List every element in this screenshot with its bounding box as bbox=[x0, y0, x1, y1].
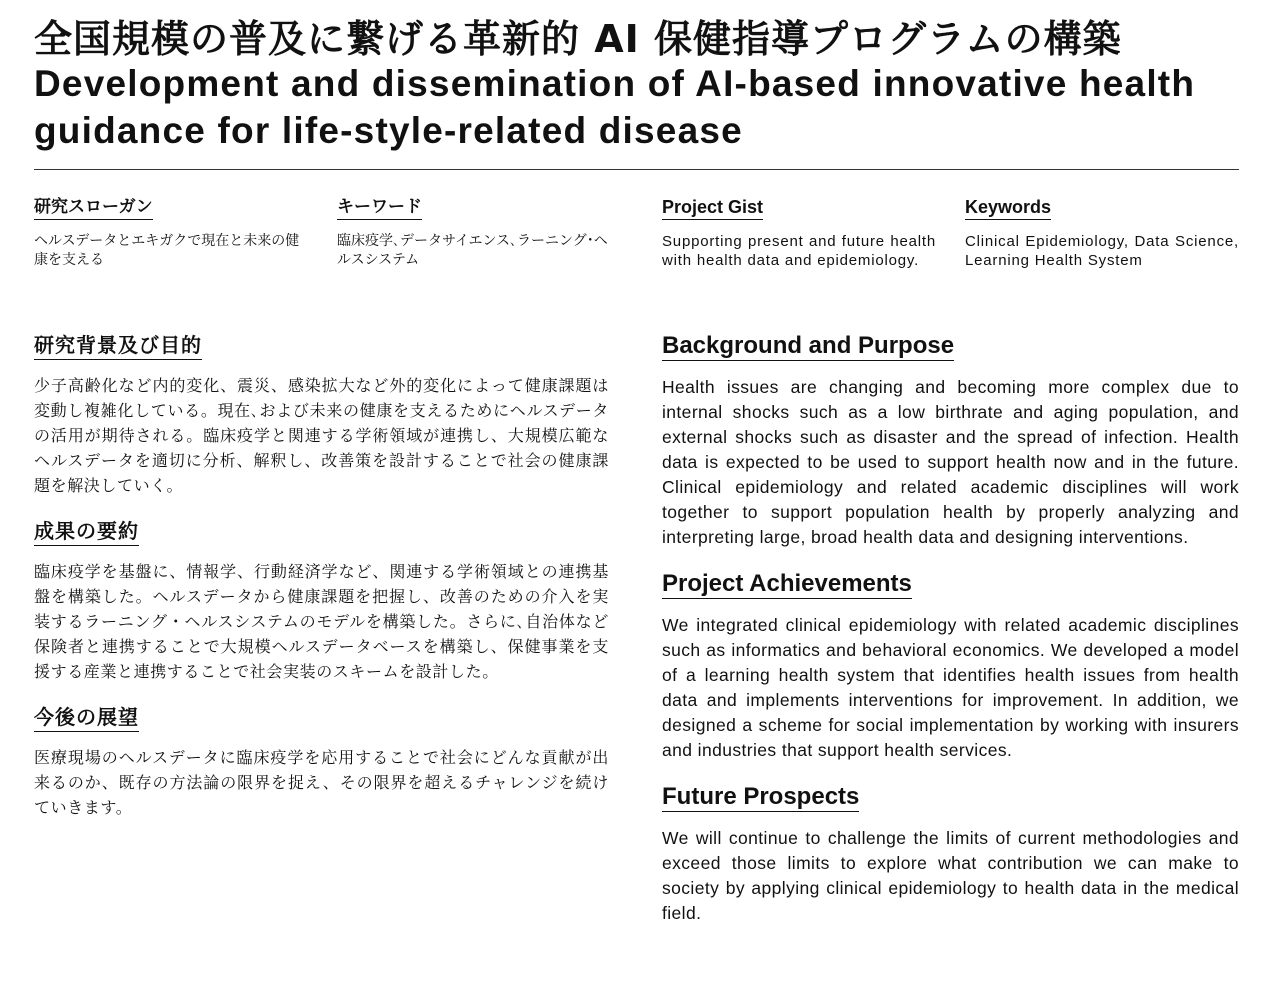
keywords-label-en: Keywords bbox=[965, 196, 1051, 220]
japanese-column bbox=[34, 332, 609, 840]
keywords-text-en: Clinical Epidemiology, Data Science, Learning Health System bbox=[965, 233, 1239, 269]
gist-block-en bbox=[662, 196, 936, 270]
section-body-achievements-en: We integrated clinical epidemiology with related academic disciplines such as informatics and behavioral economics. We developed a model of a learning health system that identifies health issues from health data and implements interventions for improvement. In addition, we designed a scheme for social implementation by working with insurers and industries that support health services. bbox=[662, 615, 1239, 760]
english-column bbox=[662, 332, 1239, 946]
title-divider bbox=[34, 169, 1239, 170]
document-page bbox=[34, 0, 1239, 996]
section-heading-achievements-jp: 成果の要約 bbox=[34, 518, 139, 546]
slogan-text-jp: ヘルスデータとエキガクで現在と未来の健康を支える bbox=[34, 233, 300, 268]
section-body-achievements-jp: 臨床疫学を基盤に、情報学、行動経済学など、関連する学術領域との連携基盤を構築した。ヘルスデータから健康課題を把握し、改善のための介入を実装するラーニング・ヘルスシステムのモデルを構築した。さらに､自治体など保険者と連携することで大規模ヘルスデータベースを構築し、保健事業を支援する産業と連携することで社会実装のスキームを設計した。 bbox=[34, 562, 609, 681]
section-heading-prospects-en: Future Prospects bbox=[662, 783, 860, 810]
slogan-label-jp: 研究スローガン bbox=[34, 196, 153, 220]
title-japanese: 全国規模の普及に繋げる革新的 AI 保健指導プログラムの構築 bbox=[34, 17, 1122, 61]
gist-text-en: Supporting present and future health with health data and epidemiology. bbox=[662, 233, 936, 269]
keywords-block-en bbox=[965, 196, 1239, 270]
section-body-prospects-en: We will continue to challenge the limits of current methodologies and exceed those limits to explore what contribution we can make to society by applying clinical epidemiology to health data in the medical field. bbox=[662, 828, 1239, 923]
keywords-label-jp: キーワード bbox=[337, 196, 422, 220]
section-body-background-en: Health issues are changing and becoming more complex due to internal shocks such as a low birthrate and aging population, and external shocks such as disaster and the spread of infection. Health data is expected to be used to support health now and in the future. Clinical epidemiology and related academic disciplines will work together to support population health by properly analyzing and interpreting large, broad health data and designing interventions. bbox=[662, 377, 1239, 547]
keywords-text-jp: 臨床疫学､データサイエンス､ラーニング･ヘルスシステム bbox=[337, 233, 608, 268]
section-heading-background-jp: 研究背景及び目的 bbox=[34, 332, 202, 360]
section-heading-achievements-en: Project Achievements bbox=[662, 570, 912, 597]
slogan-block-jp bbox=[34, 196, 312, 270]
section-heading-prospects-jp: 今後の展望 bbox=[34, 704, 139, 732]
gist-label-en: Project Gist bbox=[662, 196, 763, 220]
section-heading-background-en: Background and Purpose bbox=[662, 332, 955, 359]
title-english: Development and dissemination of AI-based innovative health guidance for life-style-related disease bbox=[34, 63, 1196, 151]
keywords-block-jp bbox=[337, 196, 617, 270]
section-body-prospects-jp: 医療現場のヘルスデータに臨床疫学を応用することで社会にどんな貢献が出来るのか、既存の方法論の限界を捉え、その限界を超えるチャレンジを続けていきます。 bbox=[34, 748, 609, 817]
section-body-background-jp: 少子高齢化など内的変化、震災、感染拡大など外的変化によって健康課題は変動し複雑化している。現在､および未来の健康を支えるためにヘルスデータの活用が期待される。臨床疫学と関連する学術領域が連携し、大規模広範なヘルスデータを適切に分析、解釈し、改善策を設計することで社会の健康課題を解決していく。 bbox=[34, 376, 609, 495]
